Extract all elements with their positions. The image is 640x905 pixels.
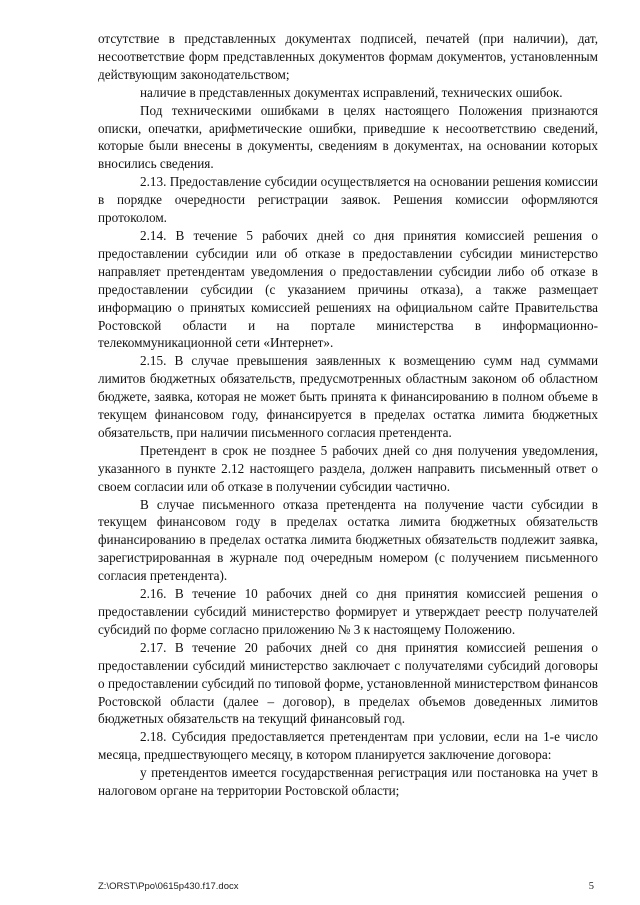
paragraph-9: 2.16. В течение 10 рабочих дней со дня принятия комиссией решения о предоставлении субсидий министерство формирует и утверждает реестр получателей субсидий по форме согласно приложению № 3 к настоящему Положению. bbox=[98, 586, 598, 637]
paragraph-7: Претендент в срок не позднее 5 рабочих дней со дня получения уведомления, указанного в пункте 2.12 настоящего раздела, должен направить письменный ответ о своем согласии или об отказе в получении субсидии частично. bbox=[98, 442, 598, 494]
paragraph-4: 2.13. Предоставление субсидии осуществляется на основании решения комиссии в порядке очередности регистрации заявок. Решения комиссии оформляются протоколом. bbox=[98, 174, 598, 226]
paragraph-11: 2.18. Субсидия предоставляется претендентам при условии, если на 1-е число месяца, предшествующего месяцу, в котором планируется заключение договора: bbox=[98, 729, 598, 763]
body-text bbox=[98, 30, 598, 800]
file-path: Z:\ORST\Ppo\0615p430.f17.docx bbox=[98, 881, 239, 892]
page-footer bbox=[98, 878, 598, 892]
paragraph-8: В случае письменного отказа претендента на получение части субсидии в текущем финансовом году в пределах остатка лимита бюджетных обязательств финансированию в пределах остатка лимита бюджетных обязательств подлежит заявка, зарегистрированная в журнале под очередным номером (с получением письменного согласия претендента). bbox=[98, 496, 598, 584]
paragraph-1: отсутствие в представленных документах подписей, печатей (при наличии), дат, несоответствие форм представленных документов формам документов, установленным действующим законодательством; bbox=[98, 31, 598, 82]
paragraph-5: 2.14. В течение 5 рабочих дней со дня принятия комиссией решения о предоставлении субсидии или об отказе в предоставлении субсидии министерство направляет претендентам уведомления о предоставлении субсидии либо об отказе в предоставлении субсидии (с указанием причины отказа), а также размещает информацию о принятых комиссией решениях на официальном сайте Правительства Ростовской области и на портале министерства в информационно-телекоммуникационной сети «Интернет». bbox=[98, 227, 598, 351]
page-number: 5 bbox=[588, 881, 594, 892]
paragraph-10: 2.17. В течение 20 рабочих дней со дня принятия комиссией решения о предоставлении субсидий министерство заключает с получателями субсидий договоры о предоставлении субсидий по типовой форме, установленной министерством финансов Ростовской области (далее – договор), в пределах объемов доведенных лимитов бюджетных обязательств на текущий финансовый год. bbox=[98, 639, 598, 727]
paragraph-2: наличие в представленных документах исправлений, технических ошибок. bbox=[140, 84, 563, 100]
paragraph-12: у претендентов имеется государственная регистрация или постановка на учет в налоговом органе на территории Ростовской области; bbox=[98, 765, 598, 799]
paragraph-3: Под техническими ошибками в целях настоящего Положения признаются описки, опечатки, арифметические ошибки, приведшие к несоответствию сведений, которые были внесены в документы, сведениям в документах, на основании которых вносились сведения. bbox=[98, 102, 598, 172]
paragraph-6: 2.15. В случае превышения заявленных к возмещению сумм над суммами лимитов бюджетных обязательств, предусмотренных областным законом об областном бюджете, заявка, которая не может быть принята к финансированию в полном объеме в текущем финансовом году, финансируется в пределах остатка лимита бюджетных обязательств, при наличии письменного согласия претендента. bbox=[98, 353, 598, 440]
